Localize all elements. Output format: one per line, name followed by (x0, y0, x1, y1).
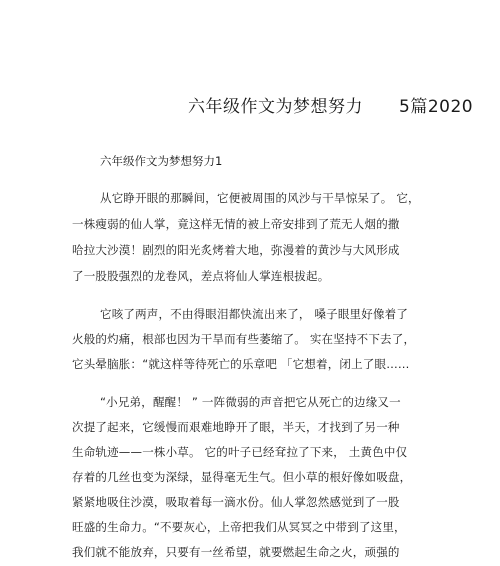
paragraph-line: 从它睁开眼的那瞬间，它便被周围的风沙与干旱惊呆了。 它， (100, 191, 420, 205)
paragraph-line: 生命轨迹——一株小草。 它的叶子已经耷拉了下来， 土黄色中仅 (72, 445, 408, 459)
title-suffix: 5篇2020 (399, 97, 474, 117)
paragraph-line: 我们就不能放弃，只要有一丝希望，就要燃起生命之火，顽强的 (72, 545, 400, 559)
paragraph-line: 旺盛的生命力。“不要灰心，上帝把我们从冥冥之中带到了这里， (72, 520, 406, 534)
paragraph-line: 哈拉大沙漠！剧烈的阳光炙烤着大地，弥漫着的黄沙与大风形成 (72, 243, 400, 257)
document-title (188, 92, 473, 117)
paragraph-line: “小兄弟，醒醒！ ” 一阵微弱的声音把它从死亡的边缘又一 (100, 395, 401, 409)
paragraph-line: 了一股股强烈的龙卷风，差点将仙人掌连根拔起。 (72, 269, 330, 283)
title-main: 六年级作文为梦想努力 (188, 97, 363, 117)
section-subtitle: 六年级作文为梦想努力1 (100, 154, 223, 168)
paragraph-line: 存着的几丝也变为深绿，显得毫无生气。但小草的根好像如吸盘， (72, 470, 412, 484)
paragraph-line: 紧紧地吸住沙漠，吸取着每一滴水份。仙人掌忽然感觉到了一股 (72, 495, 400, 509)
paragraph-line: 它头晕脑胀：“就这样等待死亡的乐章吧 「它想着，闭上了眼…… (72, 357, 410, 371)
paragraph-line: 它咳了两声，不由得眼泪都快流出来了， 嗓子眼里好像着了 (100, 307, 409, 321)
paragraph-line: 次提了起来，它缓慢而艰难地睁开了眼，半天，才找到了另一种 (72, 420, 400, 434)
paragraph-line: 一株瘦弱的仙人掌，竟这样无情的被上帝安排到了荒无人烟的撒 (72, 217, 400, 231)
paragraph-line: 火般的灼痛，根部也因为干旱而有些萎缩了。 实在坚持不下去了， (72, 332, 416, 346)
